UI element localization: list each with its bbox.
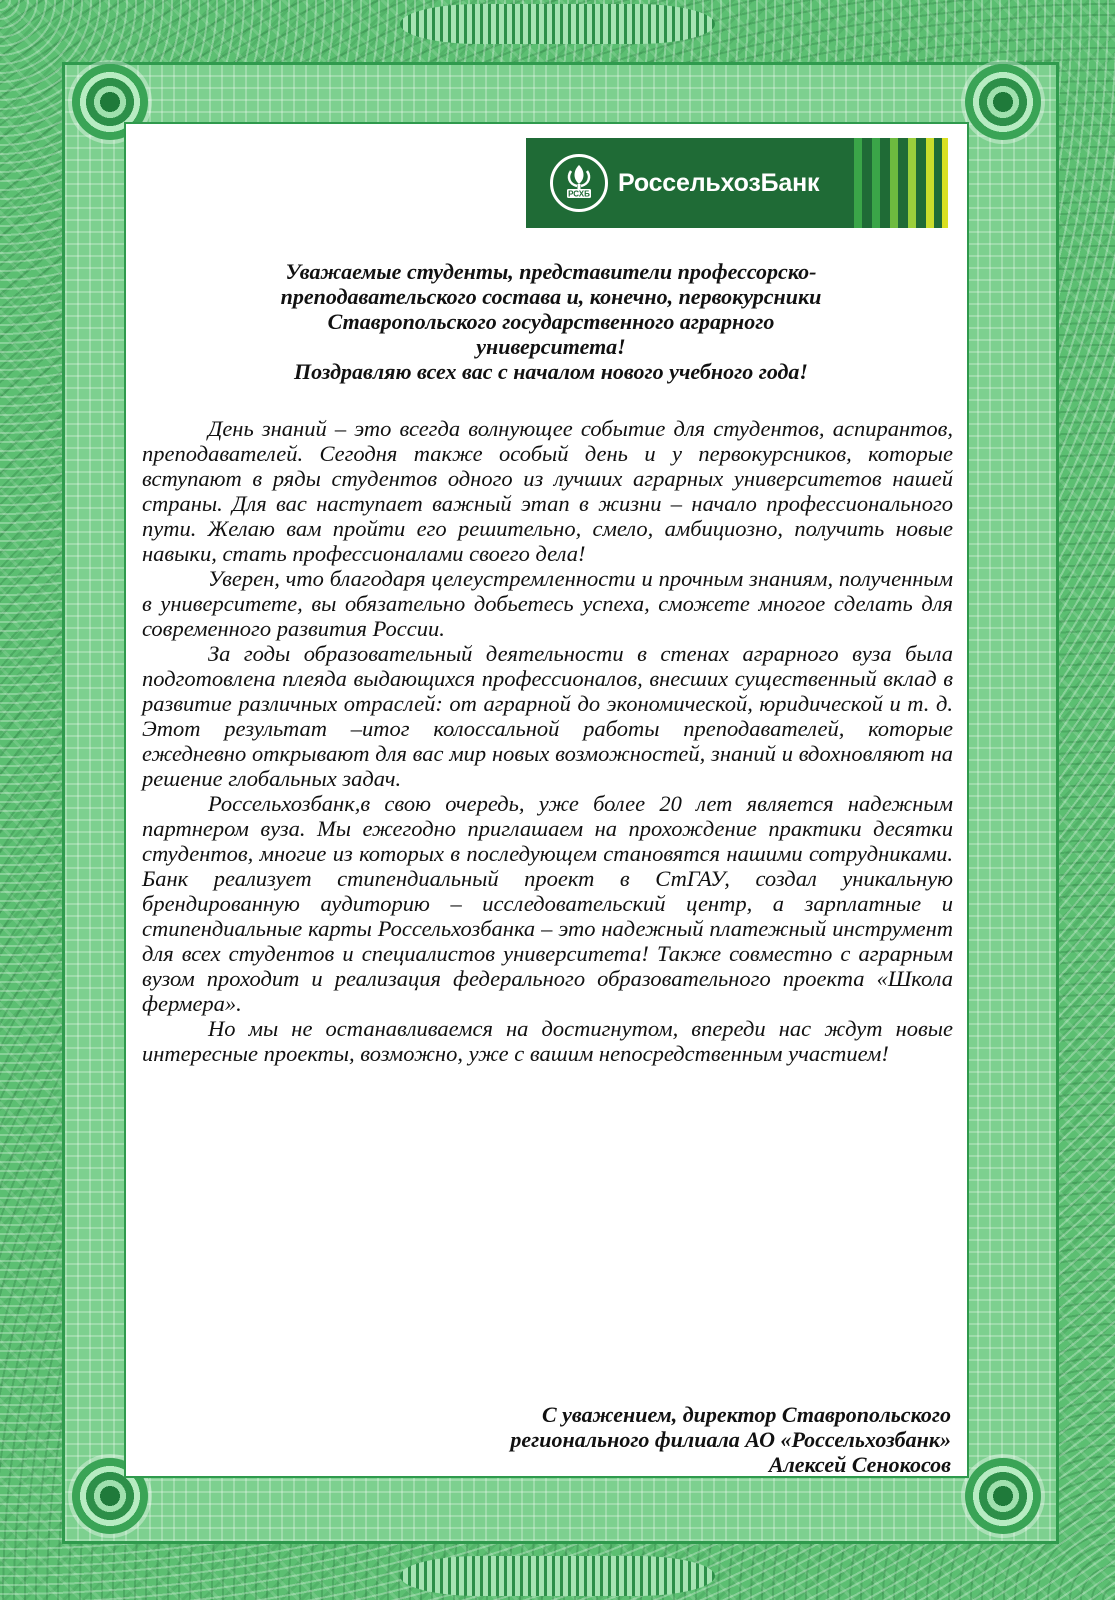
wheat-key-emblem-icon: [550, 154, 608, 212]
heading-line: преподавательского состава и, конечно, первокурсники: [280, 284, 822, 309]
heading-line: Уважаемые студенты, представители профессорско-: [285, 259, 817, 284]
bottom-ornament: [400, 1556, 715, 1596]
body-paragraph: За годы образовательный деятельности в стенах аграрного вуза была подготовлена плеяда выдающихся профессионалов, внесших существенный вклад в развитие различных отраслей: от аграрной до экономической, юридической и т. д. Этот результат –итог колоссальной работы преподавателей, которые ежедневно открывают для вас мир новых возможностей, знаний и вдохновляют на решение глобальных задач.: [142, 641, 953, 791]
body-paragraph: День знаний – это всегда волнующее событие для студентов, аспирантов, преподавателей. Сегодня также особый день и у первокурсников, которые вступают в ряды студентов одного из лучших аграрных университетов нашей страны. Для вас наступает важный этап в жизни – начало профессионального пути. Желаю вам пройти его решительно, смело, амбициозно, получить новые навыки, стать профессионалами своего дела!: [142, 416, 953, 566]
brand-stripes: [848, 138, 948, 228]
signature-line: С уважением, директор Ставропольского: [541, 1402, 951, 1427]
greeting-heading: [166, 259, 936, 384]
corner-rosette-icon: [965, 64, 1041, 140]
body-paragraph: Россельхозбанк,в свою очередь, уже более 20 лет является надежным партнером вуза. Мы ежегодно приглашаем на прохождение практики десятки студентов, многие из которых в последующем становятся нашими сотрудниками. Банк реализует стипендиальный проект в СтГАУ, создал уникальную брендированную аудиторию – исследовательский центр, а зарплатные и стипендиальные карты Россельхозбанка – это надежный платежный инструмент для всех студентов и специалистов университета! Также совместно с аграрным вузом проходит и реализация федерального образовательного проекта «Школа фермера».: [142, 791, 953, 1016]
top-ornament: [400, 4, 715, 44]
signature-name: Алексей Сенокосов: [768, 1452, 951, 1477]
emblem-text: РСХБ: [568, 189, 590, 199]
signature-block: [251, 1402, 951, 1477]
letter-page: [124, 122, 969, 1478]
bank-logo: [526, 138, 946, 228]
heading-line: университета!: [476, 334, 626, 359]
corner-rosette-icon: [965, 1458, 1041, 1534]
signature-line: регионального филиала АО «Россельхозбанк»: [510, 1427, 951, 1452]
body-paragraph: Уверен, что благодаря целеустремленности и прочным знаниям, полученным в университете, вы обязательно добьетесь успеха, сможете многое сделать для современного развития России.: [142, 566, 953, 641]
heading-line: Ставропольского государственного аграрного: [327, 309, 775, 334]
letter-body: [142, 416, 953, 1066]
body-paragraph: Но мы не останавливаемся на достигнутом, впереди нас ждут новые интересные проекты, возможно, уже с вашим непосредственным участием!: [142, 1016, 953, 1066]
bank-name: РоссельхозБанк: [618, 168, 820, 197]
heading-line: Поздравляю всех вас с началом нового учебного года!: [293, 359, 808, 384]
